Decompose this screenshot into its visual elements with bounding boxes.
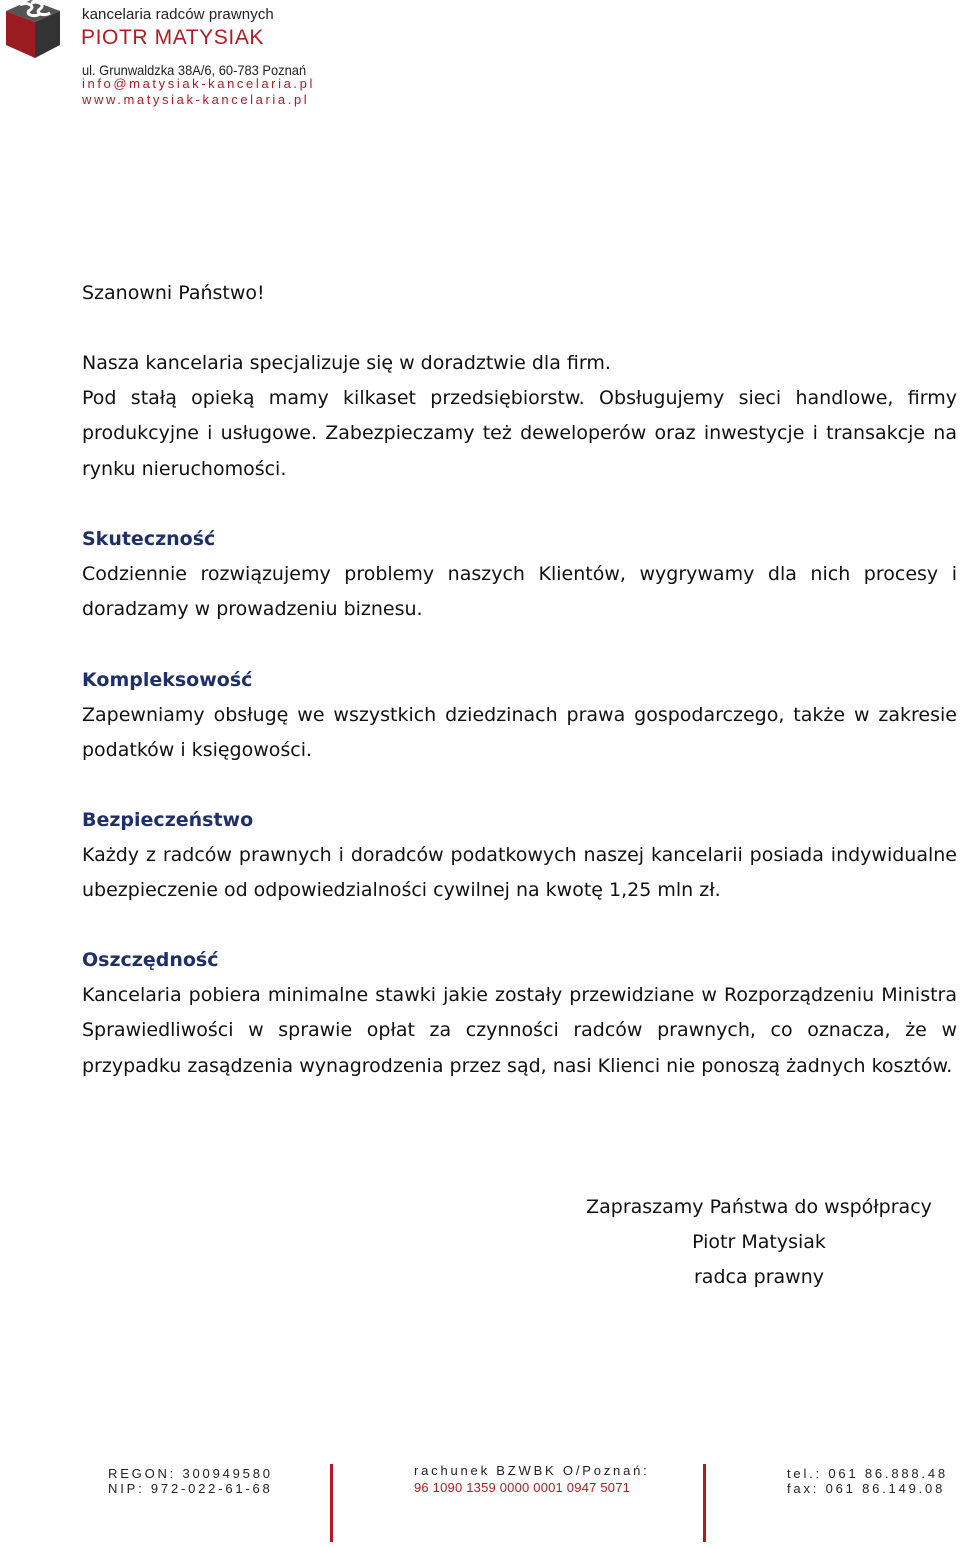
office-address: ul. Grunwaldzka 38A/6, 60-783 Poznań [82, 62, 307, 78]
section-heading-savings: Oszczędność [82, 949, 219, 971]
footer-divider [703, 1464, 706, 1542]
intro-line: Nasza kancelaria specjalizuje się w doradztwie dla firm. [82, 352, 611, 374]
footer-divider [330, 1464, 333, 1542]
section-text-security: Każdy z radców prawnych i doradców podatkowych naszej kancelarii posiada indywidualne ubezpieczenie od odpowiedzialności cywilnej na kwotę 1,25 mln zł. [82, 844, 957, 902]
footer-phone: tel.: 061 86.888.48 [787, 1466, 948, 1481]
brand-tagline: kancelaria radców prawnych [82, 6, 274, 23]
section-heading-comprehensiveness: Kompleksowość [82, 669, 253, 691]
footer-nip: NIP: 972-022-61-68 [108, 1481, 273, 1496]
email-link[interactable]: info@matysiak-kancelaria.pl [82, 76, 315, 91]
signatory-title: radca prawny [694, 1266, 824, 1288]
closing-invitation: Zapraszamy Państwa do współpracy [586, 1196, 932, 1218]
footer-regon: REGON: 300949580 [108, 1466, 273, 1481]
company-logo [0, 0, 66, 60]
section-heading-security: Bezpieczeństwo [82, 809, 254, 831]
footer-account-number: 96 1090 1359 0000 0001 0947 5071 [414, 1480, 631, 1495]
website-link[interactable]: www.matysiak-kancelaria.pl [82, 92, 310, 107]
section-text-savings: Kancelaria pobiera minimalne stawki jakie zostały przewidziane w Rozporządzeniu Ministra Sprawiedliwości w sprawie opłat za czynności radców prawnych, co oznacza, że w przypadku zasądzenia wynagrodzenia przez sąd, nasi Klienci nie ponoszą żadnych kosztów. [82, 984, 957, 1077]
footer-account-label: rachunek BZWBK O/Poznań: [414, 1463, 650, 1478]
brand-name: PIOTR MATYSIAK [81, 26, 265, 49]
signatory-name: Piotr Matysiak [692, 1231, 826, 1253]
greeting: Szanowni Państwo! [82, 282, 265, 304]
intro-paragraph: Pod stałą opieką mamy kilkaset przedsiębiorstw. Obsługujemy sieci handlowe, firmy produkcyjne i usługowe. Zabezpieczamy też deweloperów oraz inwestycje i transakcje na rynku nieruchomości. [82, 387, 957, 480]
footer-fax: fax: 061 86.149.08 [787, 1481, 946, 1496]
section-text-comprehensiveness: Zapewniamy obsługę we wszystkich dziedzinach prawa gospodarczego, także w zakresie podatków i księgowości. [82, 704, 957, 762]
section-heading-effectiveness: Skuteczność [82, 528, 216, 550]
section-text-effectiveness: Codziennie rozwiązujemy problemy naszych Klientów, wygrywamy dla nich procesy i doradzamy w prowadzeniu biznesu. [82, 563, 957, 621]
